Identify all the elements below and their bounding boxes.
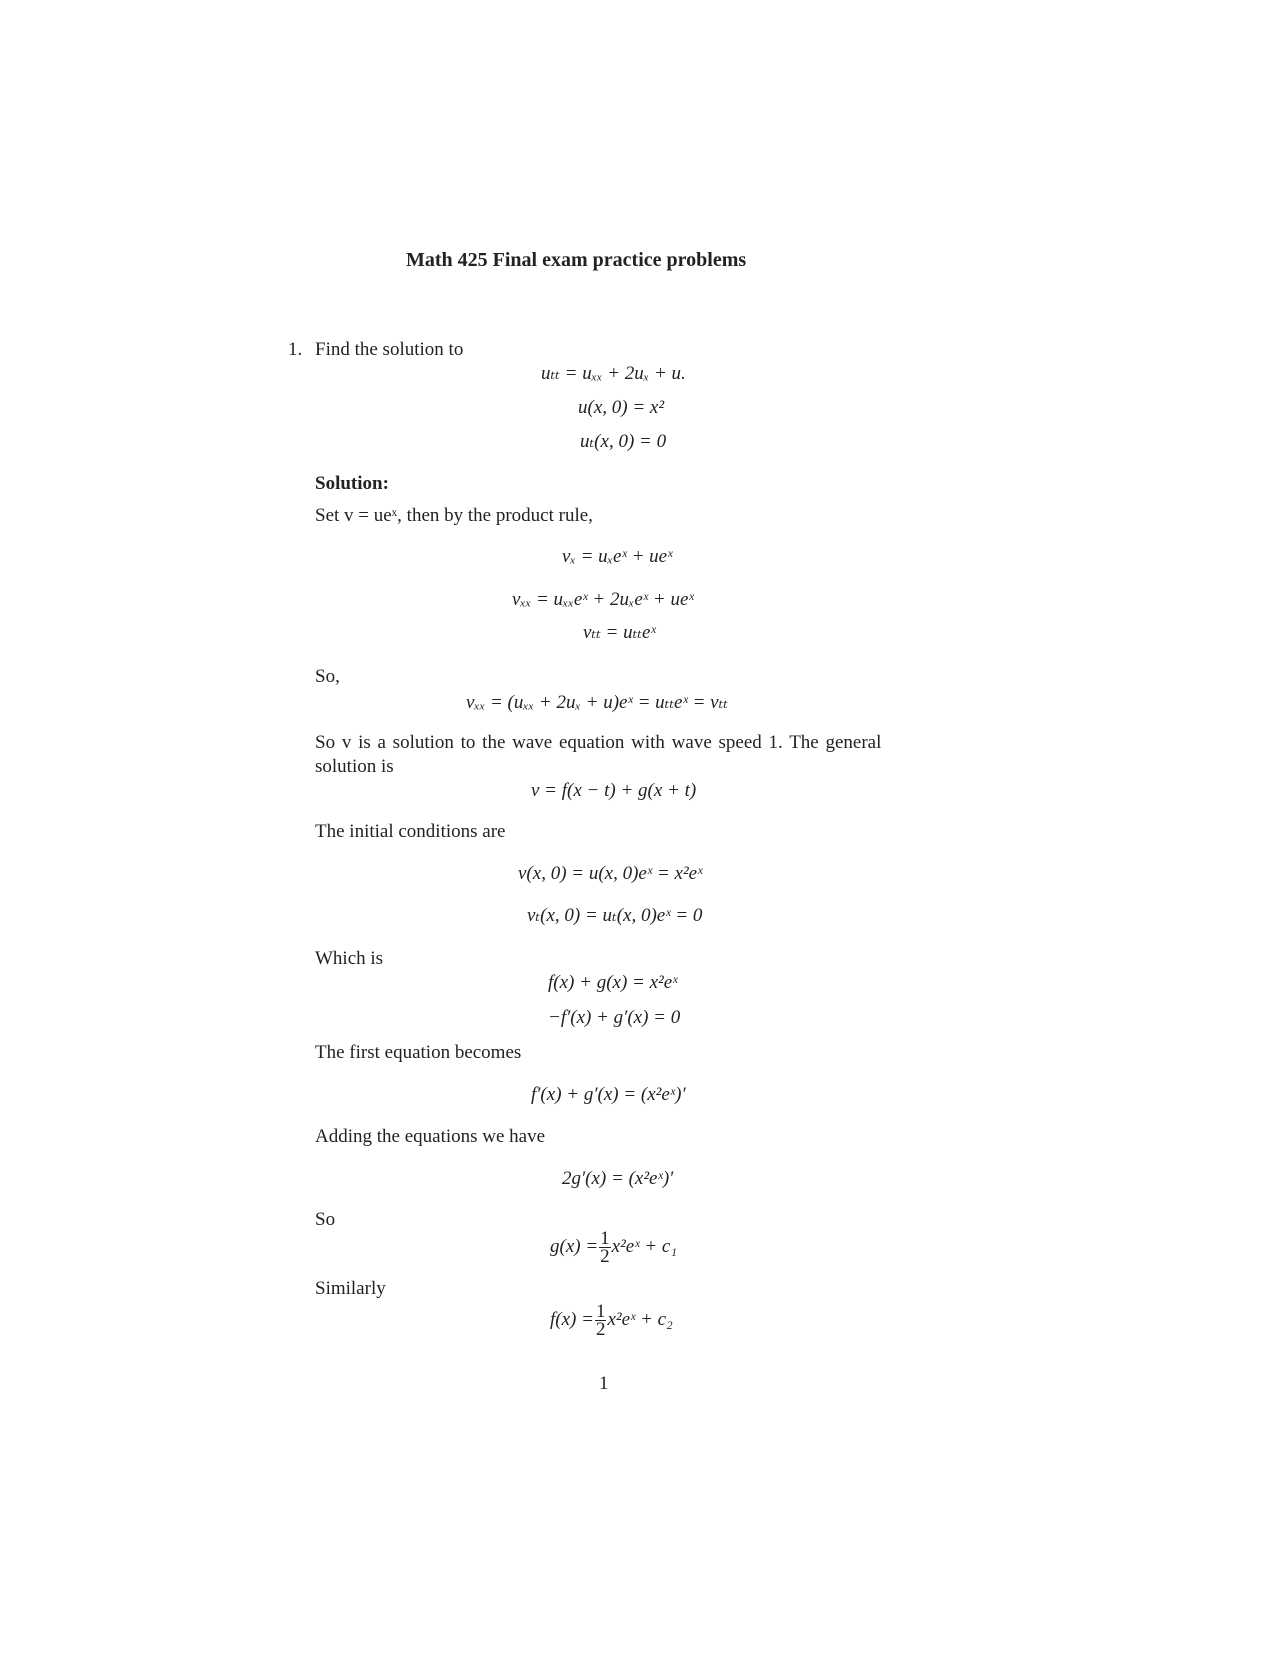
equation-vtt: vₜₜ = uₜₜeˣ [583,622,656,643]
equation-vxx: vₓₓ = uₓₓeˣ + 2uₓeˣ + ueˣ [512,589,694,610]
equation-g [550,1230,677,1265]
equation-v0: v(x, 0) = u(x, 0)eˣ = x²eˣ [518,863,703,884]
solution-label: Solution: [315,473,389,494]
equation-vxx-full: vₓₓ = (uₓₓ + 2uₓ + u)eˣ = uₜₜeˣ = vₜₜ [466,692,728,713]
f-rhs: x²eˣ + c₂ [607,1308,673,1330]
equation-vx: vₓ = uₓeˣ + ueˣ [562,546,673,567]
equation-vt0: vₜ(x, 0) = uₜ(x, 0)eˣ = 0 [527,905,703,926]
equation-initial-ut: uₜ(x, 0) = 0 [580,431,667,452]
equation-f [550,1303,673,1338]
g-lhs: g(x) = [550,1235,599,1257]
fraction-numerator: 1 [595,1301,606,1322]
text-wave-2: solution is [315,756,394,777]
fraction-denominator: 2 [600,1246,610,1267]
text-set-v: Set v = ueˣ, then by the product rule, [315,505,593,526]
fraction-half [595,1303,607,1338]
text-similarly: Similarly [315,1278,386,1299]
problem-prompt: Find the solution to [315,339,464,360]
fraction-denominator: 2 [595,1319,606,1340]
page-number: 1 [599,1373,609,1394]
page-title: Math 425 Final exam practice problems [406,249,747,271]
f-lhs: f(x) = [550,1308,594,1330]
fraction-numerator: 1 [600,1228,610,1249]
text-first: The first equation becomes [315,1042,522,1063]
equation-initial-u: u(x, 0) = x² [578,397,665,418]
g-rhs: x²eˣ + c₁ [611,1235,677,1257]
text-which: Which is [315,948,384,969]
equation-fpgp: f′(x) + g′(x) = (x²eˣ)′ [531,1084,686,1105]
problem-number: 1. [288,339,303,360]
equation-2gp: 2g′(x) = (x²eˣ)′ [562,1168,674,1189]
text-so: So, [315,666,340,687]
equation-fgp: −f′(x) + g′(x) = 0 [548,1007,681,1028]
text-initial: The initial conditions are [315,821,506,842]
text-so-2: So [315,1209,336,1230]
text-wave-1: So v is a solution to the wave equation with wave speed 1. The general [315,732,882,753]
fraction-half [599,1230,611,1265]
text-adding: Adding the equations we have [315,1126,546,1147]
equation-general: v = f(x − t) + g(x + t) [531,780,697,801]
equation-fg: f(x) + g(x) = x²eˣ [548,972,678,993]
equation-pde: uₜₜ = uₓₓ + 2uₓ + u. [541,363,686,384]
